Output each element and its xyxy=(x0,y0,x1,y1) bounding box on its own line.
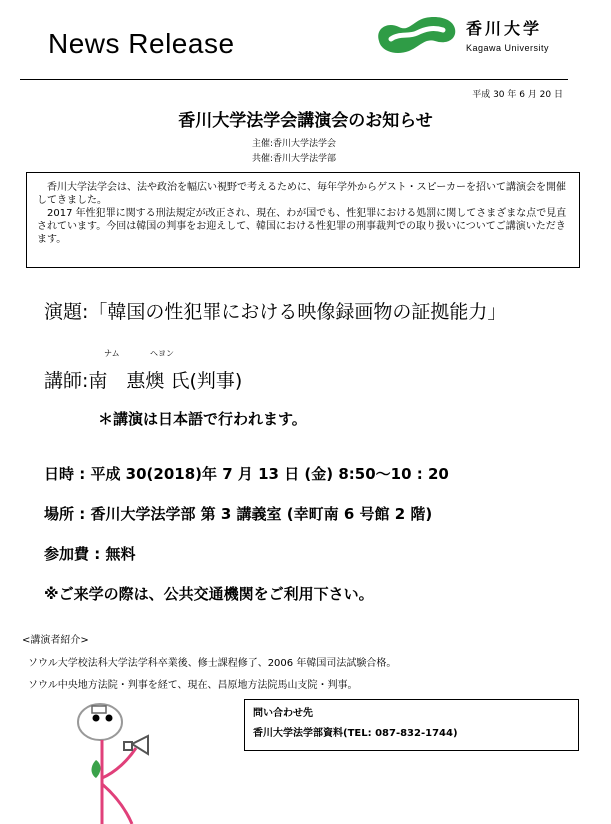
release-date: 平成 30 年 6 月 20 日 xyxy=(472,90,563,100)
cohost: 共催:香川大学法学部 xyxy=(252,154,337,164)
contact-value: 香川大学法学部資料(TEL: 087-832-1744) xyxy=(253,728,458,739)
speaker-ruby-family: ナム xyxy=(104,349,120,358)
news-release-heading: News Release xyxy=(48,28,235,59)
mascot-illustration-icon xyxy=(56,700,166,824)
event-datetime: 日時 : 平成 30(2018)年 7 月 13 日 (金) 8:50〜10 : 20 xyxy=(44,465,449,483)
lecture-topic xyxy=(44,297,506,324)
contact-label: 問い合わせ先 xyxy=(253,708,313,719)
speaker-name: 南 惠燠 氏(判事) xyxy=(88,370,243,392)
event-fee: 参加費 : 無料 xyxy=(44,545,136,563)
speaker-label: 講師: xyxy=(44,370,89,392)
transport-note: ※ご来学の際は、公共交通機関をご利用下さい。 xyxy=(44,585,374,603)
intro-paragraph-2: 2017 年性犯罪に関する刑法規定が改正され、現在、わが国でも、性犯罪における処罰に関してさまざまな点で見直されています。今回は韓国の判事をお迎えして、韓国における性犯罪の刑事裁判での取り扱いについてご講演いただきます。 xyxy=(37,208,567,245)
topic-text: 「韓国の性犯罪における映像録画物の証拠能力」 xyxy=(88,301,507,323)
logo-university-english: Kagawa University xyxy=(466,43,550,53)
header-divider xyxy=(20,79,568,80)
speaker-intro-line-2: ソウル中央地方法院・判事を経て、現在、昌原地方法院馬山支院・判事。 xyxy=(28,680,358,691)
intro-box xyxy=(26,172,580,268)
intro-paragraph-1: 香川大学法学会は、法や政治を幅広い視野で考えるために、毎年学外からゲスト・スピーカーを招いて講演会を開催してきました。 xyxy=(37,182,566,206)
event-place: 場所 : 香川大学法学部 第 3 講義室 (幸町南 6 号館 2 階) xyxy=(44,505,433,523)
speaker-intro-line-1: ソウル大学校法科大学法学科卒業後、修士課程修了、2006 年韓国司法試験合格。 xyxy=(28,658,397,669)
speaker-ruby-given: ヘヨン xyxy=(150,349,174,358)
organizer: 主催:香川大学法学会 xyxy=(252,139,337,149)
speaker-intro-heading: <講演者紹介> xyxy=(22,635,89,646)
topic-label: 演題: xyxy=(44,301,89,323)
contact-box xyxy=(244,699,579,751)
language-note: ＊講演は日本語で行われます。 xyxy=(98,410,307,428)
kagawa-university-logo-icon xyxy=(373,11,459,59)
logo-university-name: 香川大学 xyxy=(466,19,543,38)
lecture-speaker xyxy=(44,366,242,393)
page-title: 香川大学法学会講演会のお知らせ xyxy=(178,111,433,131)
